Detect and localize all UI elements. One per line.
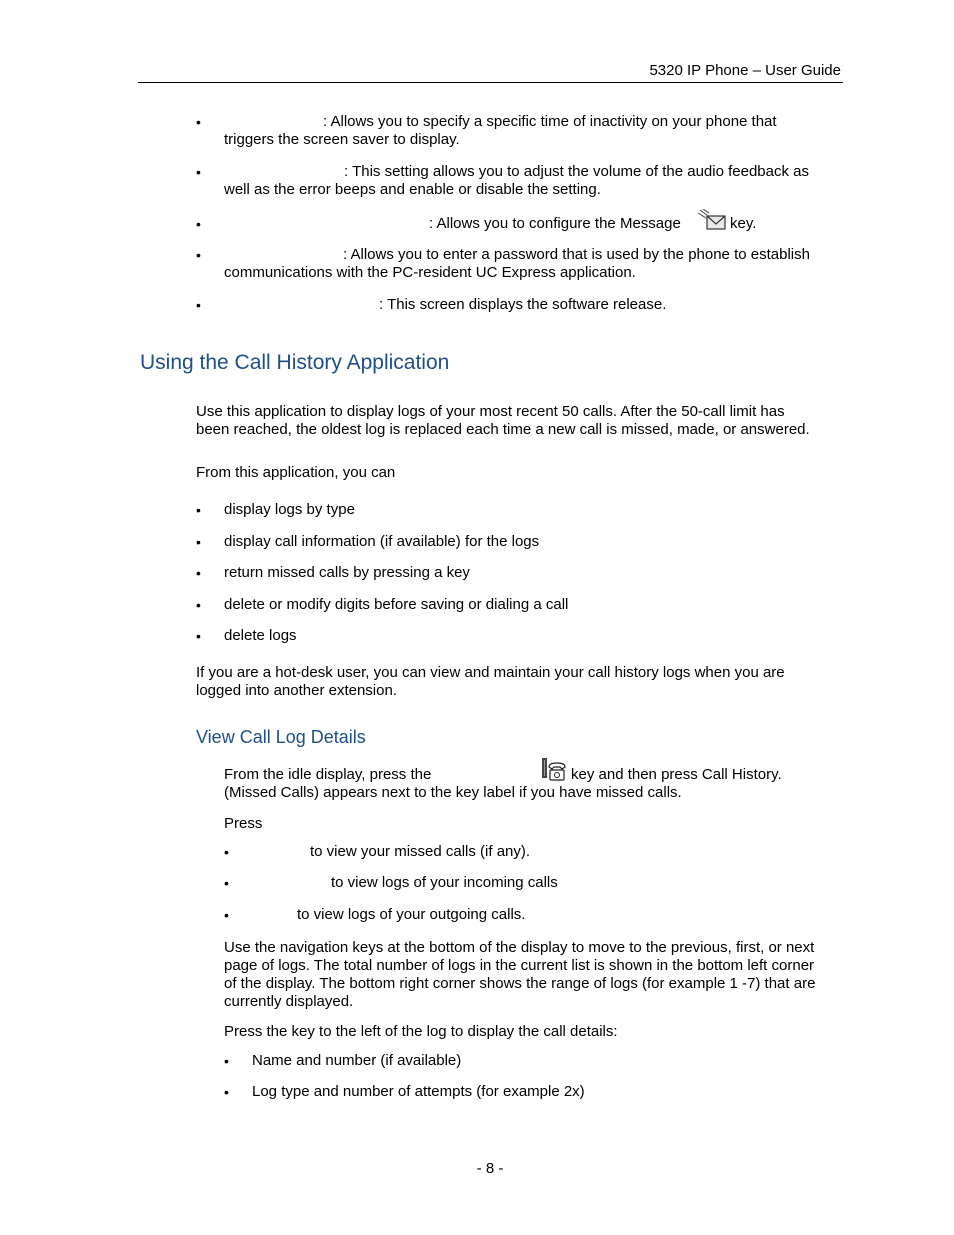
navigation-paragraph: Use the navigation keys at the bottom of the display to move to the previous, first, or next page of logs. The total number of logs in the current list is shown in the bottom left corner of the display. The bottom right corner shows the range of logs (for example 1 -7) that are currently displayed. — [224, 939, 816, 1010]
message-envelope-icon — [696, 209, 728, 236]
press-label: Press — [224, 815, 263, 832]
section-heading: Using the Call History Application — [140, 351, 450, 374]
header-title: 5320 IP Phone – User Guide — [649, 62, 841, 79]
subsection-heading: View Call Log Details — [196, 727, 366, 747]
hotdesk-paragraph: If you are a hot-desk user, you can view and maintain your call history logs when you are logged into another extension. — [196, 664, 785, 699]
page-header — [138, 60, 843, 83]
intro-line: From this application, you can — [196, 464, 396, 481]
intro-paragraph: Use this application to display logs of your most recent 50 calls. After the 50-call limit has been reached, the oldest log is replaced each time a new call is missed, made, or answered. — [196, 403, 810, 438]
page-number: - 8 - — [476, 1160, 504, 1177]
details-intro: Press the key to the left of the log to display the call details: — [224, 1023, 618, 1040]
step-paragraph: From the idle display, press the key and then press Call History. (Missed Calls) appears next to the key label if you have missed calls. — [224, 766, 844, 806]
